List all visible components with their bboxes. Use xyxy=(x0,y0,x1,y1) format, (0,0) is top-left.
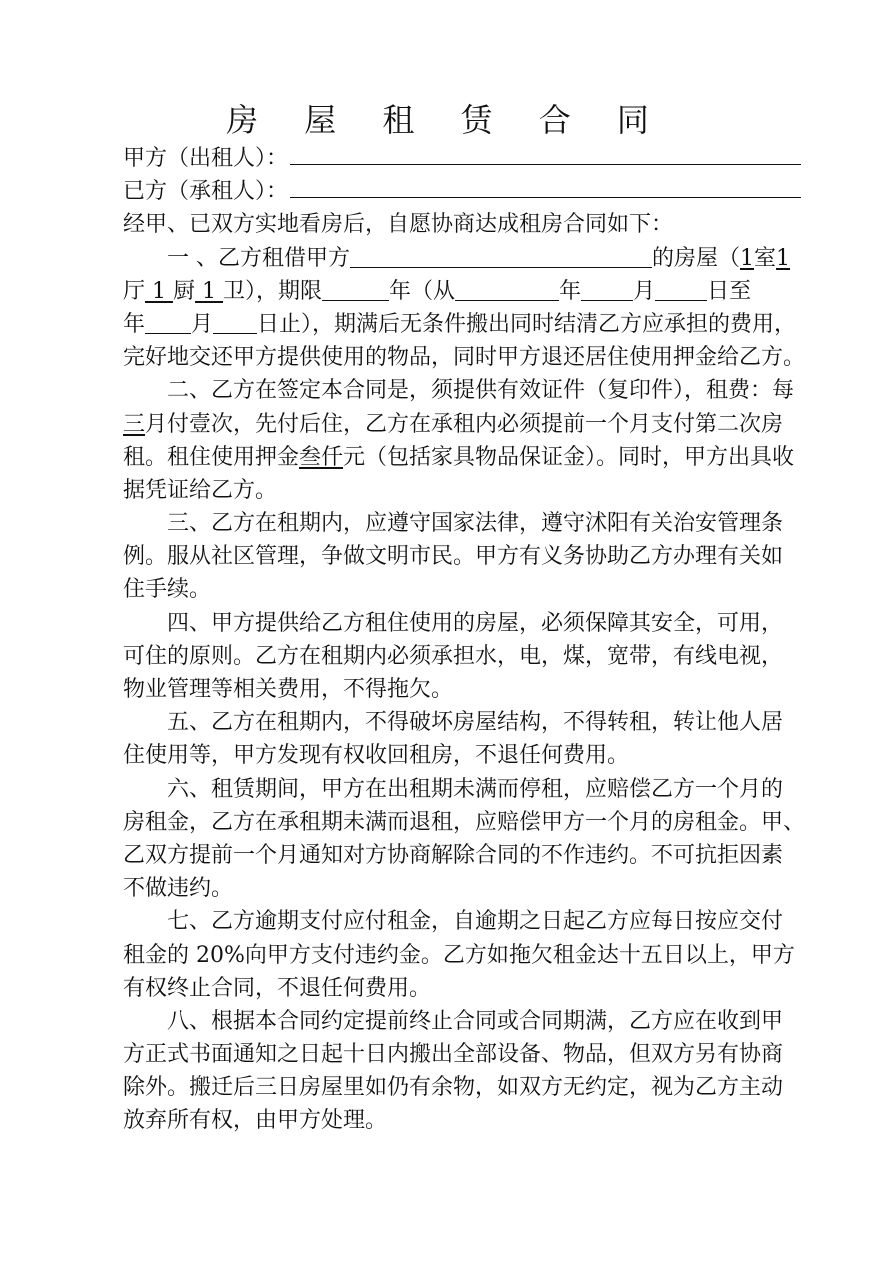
clause7-line: 七、乙方逾期支付应付租金，自逾期之日起乙方应每日按应交付 xyxy=(167,909,784,935)
start-year-blank xyxy=(455,278,559,301)
party-b-label: 已方（承租人）： xyxy=(123,179,289,205)
clause1-text: 年 xyxy=(559,278,582,304)
clause6-line: 房租金，乙方在承租期未满而退租，应赔偿甲方一个月的房租金。甲、 xyxy=(123,809,806,835)
rooms-count: 1 xyxy=(740,245,755,271)
clause8-line: 八、根据本合同约定提前终止合同或合同期满，乙方应在收到甲 xyxy=(167,1008,784,1034)
clause1-text: 厨 xyxy=(173,278,196,304)
clause6-line: 六、租赁期间，甲方在出租期未满而停租，应赔偿乙方一个月的 xyxy=(167,776,784,802)
clause2-line1: 二、乙方在签定本合同是，须提供有效证件（复印件），租费：每 xyxy=(167,378,795,404)
clause7-line: 有权终止合同，不退任何费用。 xyxy=(123,975,432,1001)
clause3-line: 住手续。 xyxy=(123,577,212,603)
clause1-text: 日止），期满后无条件搬出同时结清乙方应承担的费用， xyxy=(257,311,797,337)
baths-value: 1 xyxy=(202,278,217,304)
clause1-text: 年 xyxy=(123,311,146,337)
clause4-line: 四、甲方提供给乙方租住使用的房屋，必须保障其安全，可用， xyxy=(167,610,784,636)
clause1-line2 xyxy=(123,275,801,308)
payment-months: 三 xyxy=(123,411,146,437)
clause1-text: 的房屋（ xyxy=(652,245,741,271)
end-month-blank xyxy=(213,311,257,334)
clause1-line4: 完好地交还甲方提供使用的物品，同时甲方退还居住使用押金给乙方。 xyxy=(123,345,806,371)
clause3-line: 三、乙方在租期内，应遵守国家法律，遵守沭阳有关治安管理条 xyxy=(167,511,784,537)
party-a-blank xyxy=(290,142,801,165)
clause2-text: 元（包括家具物品保证金）。同时，甲方出具收 xyxy=(343,444,795,470)
document-title: 房 屋 租 赁 合 同 xyxy=(226,101,667,139)
party-a-line xyxy=(123,142,801,175)
clause3-line: 例。服从社区管理，争做文明市民。甲方有义务协助乙方办理有关如 xyxy=(123,544,784,570)
kitchens-value: 1 xyxy=(152,278,167,304)
end-year-blank xyxy=(145,311,191,334)
halls-count: 1 xyxy=(776,245,791,271)
party-b-blank xyxy=(290,175,801,198)
contract-body xyxy=(123,142,806,1138)
clause1-text: 厅 xyxy=(123,278,146,304)
start-month-blank xyxy=(581,278,633,301)
clause2-line4: 据凭证给乙方。 xyxy=(123,477,278,503)
clause8-line: 放弃所有权，由甲方处理。 xyxy=(123,1108,388,1134)
clause7-line: 租金的 20%向甲方支付违约金。乙方如拖欠租金达十五日以上，甲方 xyxy=(123,942,795,968)
clause1-text: 年（从 xyxy=(389,278,456,304)
clause6-line: 不做违约。 xyxy=(123,876,234,902)
party-b-line xyxy=(123,175,801,208)
clause4-line: 可住的原则。乙方在租期内必须承担水，电，煤，宽带，有线电视， xyxy=(123,643,784,669)
clause2-text: 租。租住使用押金 xyxy=(123,444,300,470)
start-day-blank xyxy=(655,278,707,301)
party-a-label: 甲方（出租人）： xyxy=(123,146,289,171)
clause2-text: 月付壹次，先付后住，乙方在承租内必须提前一个月支付第二次房 xyxy=(145,411,784,437)
lessor-address-blank xyxy=(350,245,652,268)
clause1-line3 xyxy=(123,308,801,341)
kitchens-count xyxy=(145,279,173,304)
clause5-line: 五、乙方在租期内，不得破坏房屋结构，不得转租，转让他人居 xyxy=(167,710,784,736)
clause2-line3 xyxy=(123,441,801,474)
deposit-amount: 叁仟 xyxy=(299,444,344,470)
clause1-line1 xyxy=(123,242,801,275)
clause1-text: 室 xyxy=(754,245,777,271)
term-years-blank xyxy=(322,278,389,301)
clause1-text: 月 xyxy=(191,311,214,337)
clause1-text: 卫），期限 xyxy=(223,278,323,304)
clause1-text: 日至 xyxy=(707,278,752,304)
intro-line: 经甲、已双方实地看房后，自愿协商达成租房合同如下： xyxy=(123,212,674,238)
clause8-line: 方正式书面通知之日起十日内搬出全部设备、物品，但双方另有协商 xyxy=(123,1042,784,1068)
clause1-text: 一 、乙方租借甲方 xyxy=(167,245,350,271)
clause8-line: 除外。搬迁后三日房屋里如仍有余物，如双方无约定，视为乙方主动 xyxy=(123,1075,784,1101)
clause1-text: 月 xyxy=(633,278,656,304)
clause2-line2 xyxy=(123,408,801,441)
clause4-line: 物业管理等相关费用，不得拖欠。 xyxy=(123,677,454,702)
clause5-line: 住使用等，甲方发现有权收回租房，不退任何费用。 xyxy=(123,743,630,769)
baths-count xyxy=(195,279,223,304)
clause6-line: 乙双方提前一个月通知对方协商解除合同的不作违约。不可抗拒因素 xyxy=(123,842,784,868)
